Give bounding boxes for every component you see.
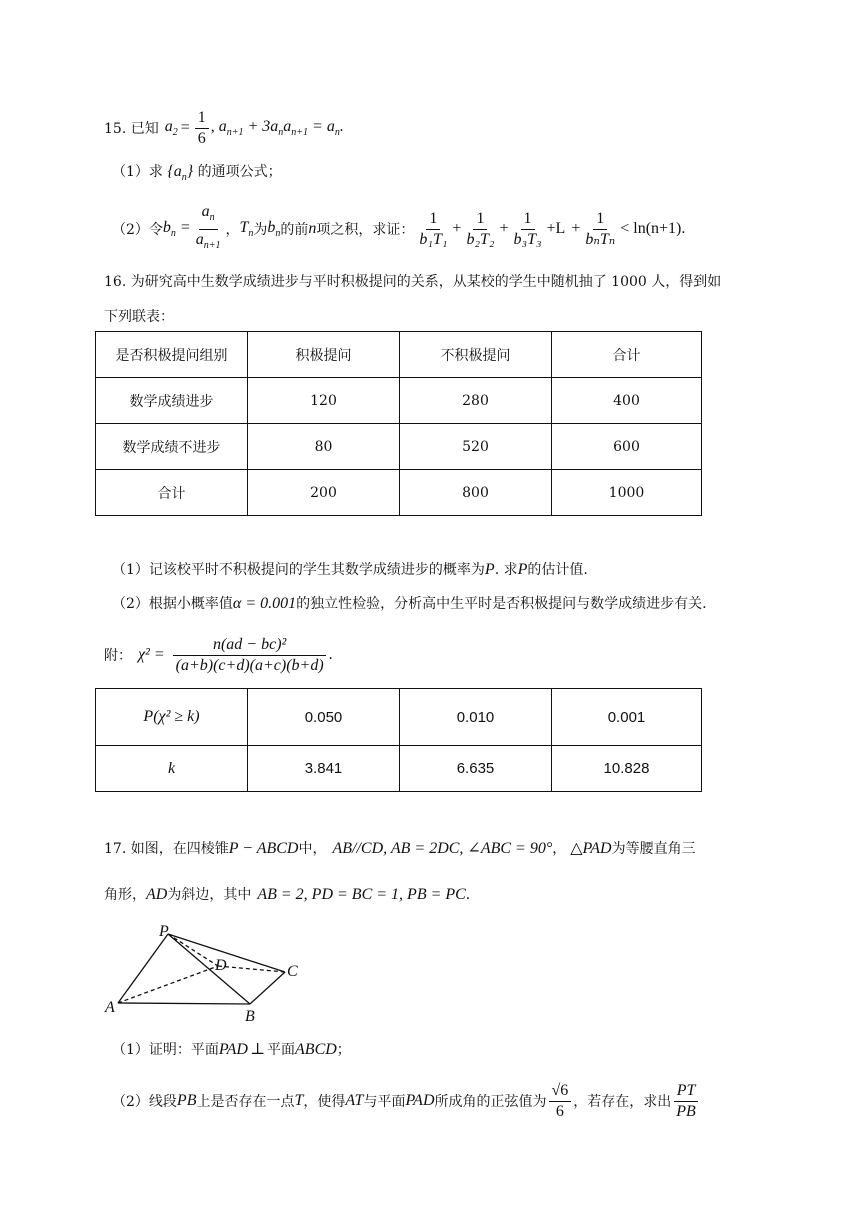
edge-BC [250, 972, 285, 1004]
q17-triangle: △PAD [570, 840, 612, 857]
table-cell: 400 [552, 378, 702, 424]
table-header-row [96, 332, 702, 378]
q16-intro-line2: 下列联表： [104, 309, 174, 325]
q15-sum-termn: $\frac{1}{\text{bₙTₙ}}$ [585, 209, 616, 248]
q15-plus-2: + [499, 220, 509, 237]
q16-contingency-table [95, 331, 702, 516]
vertex-label-A: A [105, 999, 115, 1016]
q16-part2-text: （2）根据小概率值 [112, 596, 233, 612]
table-row [96, 746, 702, 792]
table-cell: 3.841 [248, 746, 400, 792]
q15-text-prove: 项之积，求证： [316, 222, 415, 238]
q17-text-2: 中， [298, 841, 327, 857]
formula-period: . [328, 646, 333, 663]
table-cell: 0.001 [552, 689, 702, 746]
q15-part1-label: （1）求 [112, 164, 163, 180]
q15-bn2: $b_n$ [267, 218, 281, 240]
q17-condition-2: AB = 2, PD = BC = 1, PB = PC [257, 886, 466, 903]
q16-alpha: α = 0.001 [232, 595, 297, 612]
q15-sum-term1: $\frac{1}{\text{b₁T₁}}$ [419, 209, 448, 248]
q16-reference-table [95, 688, 702, 792]
q15-plus-3: + [571, 220, 581, 237]
vertex-label-P: P [159, 923, 169, 940]
vertex-label-B: B [245, 1008, 255, 1025]
q15-sum-term2: $\frac{1}{\text{b₂T₂}}$ [466, 209, 495, 248]
q17-part2-text-5: 所成角的正弦值为 [434, 1094, 547, 1110]
q15-number: 15. 已知 [104, 121, 159, 137]
q15-part2-label: （2）令 [112, 222, 163, 238]
q17-part2-text-1: （2）线段 [112, 1094, 177, 1110]
q17-part1-end: ； [336, 1042, 351, 1058]
table-row [96, 689, 702, 746]
q16-part1-text: （1）记该校平时不积极提问的学生其数学成绩进步的概率为 [112, 562, 485, 578]
q15-bn-fraction: $\frac{a_n}{a_{n+1}}$ [195, 203, 221, 251]
table-header-cell: 是否积极提问组别 [96, 332, 248, 378]
q16-part1-P2: P [517, 561, 528, 578]
q15-rhs: < ln(n+1). [620, 220, 686, 237]
table-cell: 合计 [96, 470, 248, 516]
q16-part1-end: 的估计值. [527, 562, 588, 578]
vertex-label-C: C [287, 963, 298, 980]
q15-part2 [112, 204, 685, 254]
table-cell: 520 [400, 424, 552, 470]
table-header-cell: 合计 [552, 332, 702, 378]
q16-part1-P: P [484, 561, 495, 578]
edge-PB [168, 934, 250, 1004]
q17-part2-text-6: ，若存在，求出 [573, 1094, 672, 1110]
edge-AB [118, 1003, 250, 1004]
table-cell: k [96, 746, 248, 792]
q17-part2-text-3: ，使得 [303, 1094, 346, 1110]
q16-part1-mid: . 求 [494, 562, 518, 578]
table-cell: 10.828 [552, 746, 702, 792]
q17-AD: AD [146, 886, 168, 903]
table-cell: 200 [248, 470, 400, 516]
table-cell: 800 [400, 470, 552, 516]
table-cell: 280 [400, 378, 552, 424]
q15-sum-term3: $\frac{1}{\text{b₃T₃}}$ [513, 209, 542, 248]
q17-part2-text-2: 上是否存在一点 [196, 1094, 295, 1110]
appendix-label: 附： [104, 648, 132, 664]
q17-part1-text-2: 平面 [267, 1042, 296, 1058]
table-row [96, 378, 702, 424]
q16-part2 [112, 593, 707, 613]
q17-part2-PAD: PAD [405, 1092, 435, 1109]
q17-period: . [465, 886, 470, 903]
table-cell: 数学成绩进步 [96, 378, 248, 424]
q15-text-qian: 的前 [280, 222, 309, 238]
q17-plane-PAD: PAD [218, 1041, 248, 1058]
vertex-label-D: D [215, 957, 227, 974]
q16-part2-end: 的独立性检验，分析高中生平时是否积极提问与数学成绩进步有关. [296, 596, 707, 612]
table-cell: 600 [552, 424, 702, 470]
q17-T: T [294, 1092, 304, 1109]
q15-comma: ， [225, 222, 240, 238]
q15-Tn: $T_n$ [239, 218, 254, 240]
q17-pyramid: P − ABCD [228, 840, 299, 857]
q17-part2 [112, 1076, 701, 1126]
q15-a2: $a_2$ [164, 117, 178, 139]
table-cell: 6.635 [400, 746, 552, 792]
q17-part2-text-4: 与平面 [363, 1094, 406, 1110]
table-cell: 80 [248, 424, 400, 470]
ratio-PT-PB: $\frac{PT}{PB}$ [673, 1081, 699, 1122]
table-row [96, 470, 702, 516]
q15-text-wei: 为 [253, 222, 268, 238]
q17-AT: AT [345, 1092, 364, 1109]
q16-appendix [104, 624, 333, 686]
q17-line1 [104, 838, 696, 858]
q17-text-5: 角形， [104, 887, 146, 903]
q17-text-4: 为等腰直角三 [611, 841, 696, 857]
edge-PD [168, 934, 218, 966]
table-cell: 1000 [552, 470, 702, 516]
edge-PA [118, 934, 168, 1003]
q17-text-6: 为斜边，其中 [167, 887, 252, 903]
q17-plane-ABCD: ABCD [295, 1041, 337, 1058]
table-cell: 0.050 [248, 689, 400, 746]
edge-AD [118, 966, 218, 1003]
chi-square-symbol: χ² = [138, 646, 165, 663]
perpendicular-symbol: ⊥ [249, 1041, 266, 1058]
q17-text-3: ， [552, 841, 567, 857]
table-cell: 0.010 [400, 689, 552, 746]
table-header-cell: 不积极提问 [400, 332, 552, 378]
q17-PB: PB [176, 1092, 197, 1109]
q17-part1-text: （1）证明：平面 [112, 1042, 219, 1058]
q17-line2 [104, 884, 470, 904]
q15-dots: +L [546, 220, 566, 237]
q15-part1-set: $\{a_n\}$ [167, 163, 194, 184]
q16-intro-line1: 16. 为研究高中生数学成绩进步与平时积极提问的关系，从某校的学生中随机抽了 1000 人，得到如 [104, 274, 722, 290]
sqrt6-over-6-fraction: $\frac{√6}{6}$ [549, 1081, 572, 1122]
q17-condition-1: AB//CD, AB = 2DC, ∠ABC = 90° [332, 840, 553, 857]
pyramid-figure [100, 920, 340, 1030]
q16-part1 [112, 559, 588, 579]
q15-plus-1: + [452, 220, 462, 237]
q15-part1 [112, 161, 282, 183]
table-cell: 120 [248, 378, 400, 424]
table-header-cell: 积极提问 [248, 332, 400, 378]
q15-eq: = [180, 119, 190, 136]
q15-line [104, 106, 344, 150]
q15-fraction: $\frac{1}{6}$ [195, 108, 209, 149]
q15-n: n [308, 220, 317, 237]
q17-text-1: 17. 如图，在四棱锥 [104, 841, 229, 857]
q17-part1 [112, 1039, 351, 1059]
table-row [96, 424, 702, 470]
q15-part1-rest: 的通项公式； [197, 164, 282, 180]
table-cell: P(χ² ≥ k) [96, 689, 248, 746]
q15-bn: $b_n$ = [162, 218, 191, 240]
chi-square-formula: $\frac{\text{n(ad − bc)²}}{(a+b)(c+d)(a+c)(b+d)}$ [173, 635, 327, 676]
table-cell: 数学成绩不进步 [96, 424, 248, 470]
q15-recurrence: , $a_{n+1} + 3a_na_{n+1} = a_n$. [210, 117, 344, 139]
